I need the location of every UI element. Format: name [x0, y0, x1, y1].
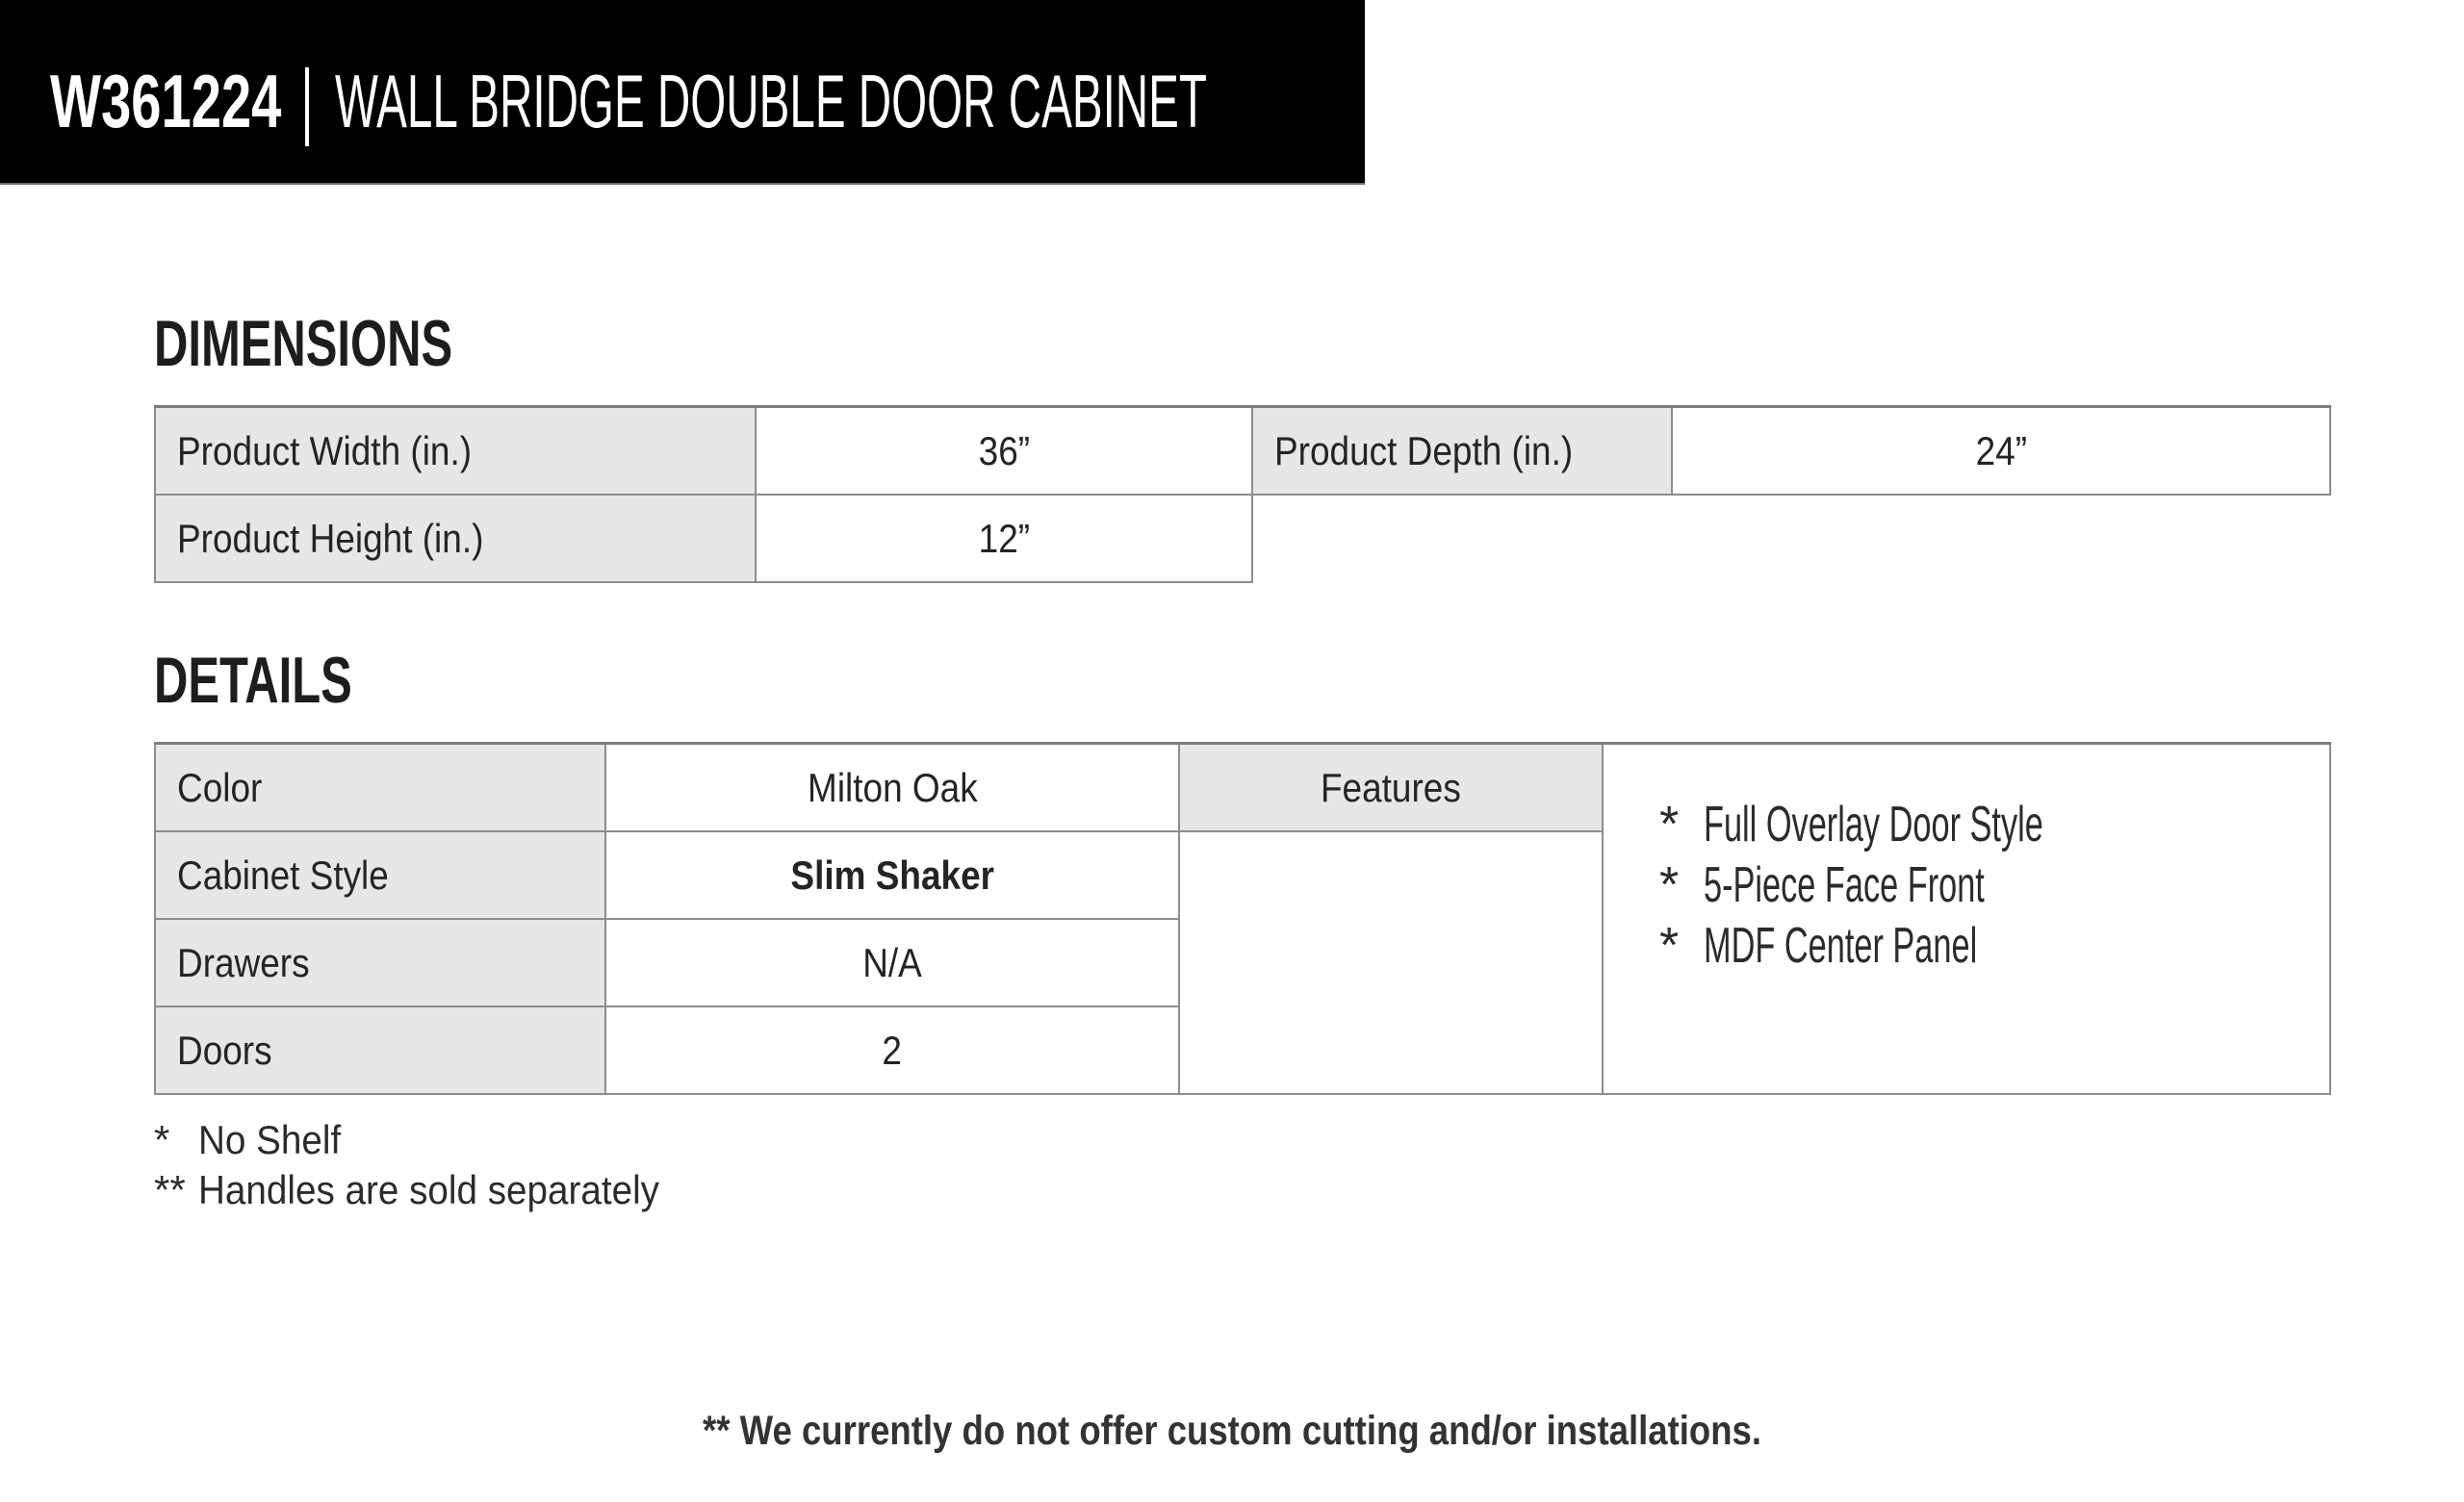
- spec-label-cell: [155, 744, 605, 832]
- spec-value: 12”: [978, 515, 1030, 561]
- header-bar: [0, 0, 1365, 185]
- spec-label-cell: [155, 919, 605, 1006]
- spec-label: Cabinet Style: [177, 852, 389, 898]
- spec-value: 36”: [978, 427, 1030, 473]
- spec-label: Product Width (in.): [177, 427, 473, 473]
- spec-label: Drawers: [177, 939, 310, 985]
- spec-value-cell: [605, 831, 1179, 919]
- spec-value: 2: [882, 1027, 903, 1073]
- table-row: [155, 407, 2330, 496]
- footnote-item: [154, 1165, 700, 1215]
- footnotes: [154, 1115, 700, 1215]
- footnote-text: No Shelf: [198, 1117, 342, 1162]
- feature-text: Full Overlay Door Style: [1704, 797, 2043, 853]
- feature-item: [1659, 855, 2329, 916]
- spec-label: Product Height (in.): [177, 515, 484, 561]
- spec-value-cell: [756, 407, 1252, 496]
- details-table: [154, 742, 2331, 1095]
- product-sku: W361224: [50, 59, 282, 143]
- table-row: [155, 744, 2330, 832]
- product-title: WALL BRIDGE DOUBLE DOOR CABINET: [335, 59, 1207, 143]
- bottom-note-text: ** We currently do not offer custom cutting and/or installations.: [702, 1408, 1761, 1454]
- spec-label: Doors: [177, 1027, 272, 1073]
- spec-value-cell: [605, 744, 1179, 832]
- spec-value: N/A: [862, 939, 922, 985]
- spec-value-cell: [605, 919, 1179, 1006]
- dimensions-table: [154, 405, 2331, 583]
- spec-label-cell: [155, 1006, 605, 1094]
- spec-value: 24”: [1975, 427, 2027, 473]
- features-header-cell: [1179, 744, 1603, 832]
- feature-text: MDF Center Panel: [1704, 918, 1978, 974]
- footnote-text: Handles are sold separately: [198, 1167, 659, 1212]
- spec-value-cell: [1672, 407, 2330, 496]
- spec-value-cell: [605, 1006, 1179, 1094]
- features-header-label: Features: [1320, 764, 1461, 810]
- asterisk-marker: *: [1659, 797, 1680, 853]
- features-list-cell: [1603, 744, 2330, 1095]
- footnote-marker: *: [154, 1117, 170, 1162]
- table-row: [155, 495, 2330, 582]
- details-heading: DETAILS: [154, 644, 352, 717]
- header-divider: [305, 67, 309, 146]
- empty-cell: [1179, 831, 1603, 1094]
- asterisk-marker: *: [1659, 857, 1680, 913]
- spec-label: Color: [177, 764, 263, 810]
- spec-value-cell: [756, 495, 1252, 582]
- footnote-item: [154, 1115, 700, 1165]
- footnote-marker: **: [154, 1167, 186, 1212]
- feature-item: [1659, 916, 2329, 977]
- spec-label-cell: [1252, 407, 1672, 496]
- spec-label-cell: [155, 407, 756, 496]
- spec-label: Product Depth (in.): [1274, 427, 1574, 473]
- asterisk-marker: *: [1659, 918, 1680, 974]
- feature-text: 5-Piece Face Front: [1704, 857, 1985, 913]
- dimensions-heading: DIMENSIONS: [154, 307, 453, 380]
- spec-value: Milton Oak: [807, 764, 978, 810]
- bottom-note: [0, 1406, 2464, 1456]
- spec-label-cell: [155, 495, 756, 582]
- spec-value: Slim Shaker: [790, 852, 994, 898]
- feature-item: [1659, 795, 2329, 855]
- spec-label-cell: [155, 831, 605, 919]
